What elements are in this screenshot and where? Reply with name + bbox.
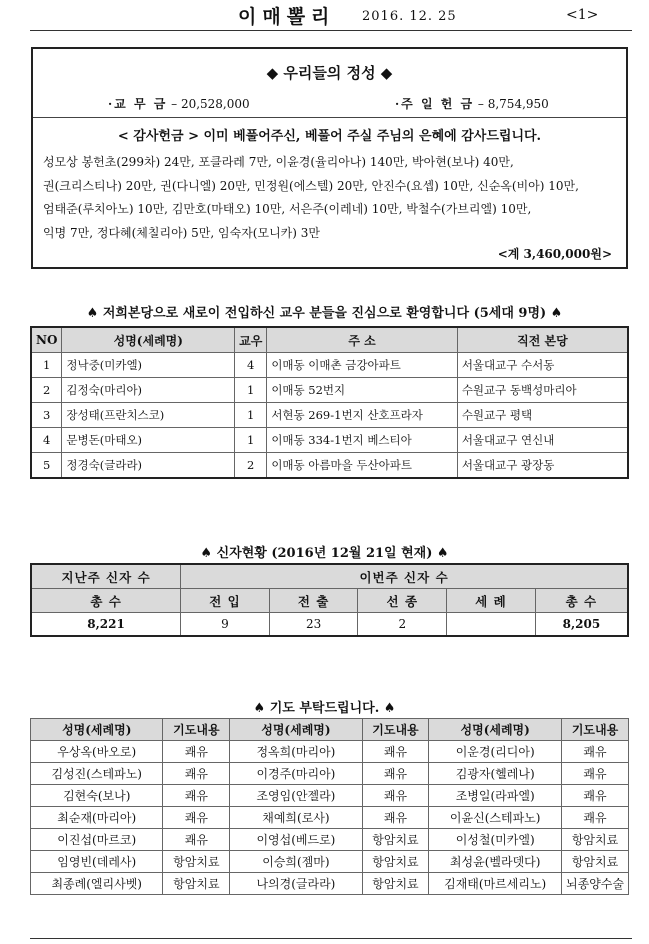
- table-row: [31, 785, 629, 807]
- col-name-3: 성명(세례명): [429, 719, 562, 741]
- table-row: [31, 353, 628, 378]
- donor-line: 익명 7만, 정다혜(체칠리아) 5만, 임숙자(모니카) 3만: [43, 225, 320, 240]
- cell-count: 1: [235, 428, 267, 453]
- prayer-content: 항암치료: [362, 851, 429, 873]
- cell-no: 4: [31, 428, 62, 453]
- last-total-value: 8,221: [31, 613, 181, 637]
- this-week-header: 이번주 신자 수: [181, 564, 628, 589]
- table-row: [31, 453, 628, 479]
- move-in-value: 9: [181, 613, 270, 637]
- prayer-name: 이성철(미카엘): [429, 829, 562, 851]
- prayer-name: 우상옥(바오로): [31, 741, 163, 763]
- tithe-total: [108, 95, 250, 112]
- cell-count: 2: [235, 453, 267, 479]
- baptism-value: [447, 613, 536, 637]
- col-name-2: 성명(세례명): [230, 719, 362, 741]
- prayer-content: 쾌유: [163, 807, 230, 829]
- prayer-name: 이운경(리디아): [429, 741, 562, 763]
- page-number: <1>: [566, 7, 599, 23]
- prayer-content: 쾌유: [163, 763, 230, 785]
- header-divider: [30, 30, 632, 31]
- offering-title: ◆ 우리들의 정성 ◆: [266, 64, 393, 82]
- cell-no: 3: [31, 403, 62, 428]
- col-no: NO: [31, 327, 62, 353]
- tithe-value: – 20,528,000: [167, 97, 250, 111]
- table-row: [31, 807, 629, 829]
- prayer-name: 이영섭(베드로): [230, 829, 362, 851]
- cell-no: 1: [31, 353, 62, 378]
- table-row: [31, 613, 628, 637]
- prayer-content: 쾌유: [362, 785, 429, 807]
- footer-divider: [30, 938, 632, 939]
- table-row: [31, 873, 629, 895]
- page-header: [0, 0, 649, 30]
- prayer-name: 김성진(스테파노): [31, 763, 163, 785]
- prayer-content: 쾌유: [562, 807, 629, 829]
- prayer-content: 쾌유: [163, 741, 230, 763]
- new-members-table: [30, 326, 629, 479]
- table-row: [31, 741, 629, 763]
- move-out-header: 전 출: [269, 589, 358, 613]
- cell-no: 2: [31, 378, 62, 403]
- move-out-value: 23: [269, 613, 358, 637]
- table-subheader-row: [31, 589, 628, 613]
- prayer-content: 항암치료: [163, 851, 230, 873]
- offering-box: [31, 47, 628, 269]
- sunday-total: [395, 95, 549, 112]
- table-row: [31, 428, 628, 453]
- prayer-content: 쾌유: [362, 763, 429, 785]
- deaths-value: 2: [358, 613, 447, 637]
- prayer-content: 쾌유: [562, 741, 629, 763]
- cell-prev-parish: 서울대교구 연신내: [457, 428, 628, 453]
- col-prev-parish: 직전 본당: [457, 327, 628, 353]
- prayer-name: 최성윤(벨라뎃다): [429, 851, 562, 873]
- cell-address: 이매동 아름마을 두산아파트: [267, 453, 458, 479]
- cell-name: 정낙중(미카엘): [62, 353, 235, 378]
- prayer-content: 항암치료: [562, 829, 629, 851]
- prayer-name: 김현숙(보나): [31, 785, 163, 807]
- cell-prev-parish: 수원교구 평택: [457, 403, 628, 428]
- believers-title: ♠ 신자현황 (2016년 12월 21일 현재) ♠: [200, 546, 449, 561]
- cell-count: 4: [235, 353, 267, 378]
- col-content-3: 기도내용: [562, 719, 629, 741]
- new-members-title: ♠ 저희본당으로 새로이 전입하신 교우 분들을 진심으로 환영합니다 (5세대 9명) ♠: [86, 306, 563, 321]
- prayer-name: 최순재(마리아): [31, 807, 163, 829]
- donor-line: 권(크리스티나) 20만, 권(다니엘) 20만, 민정원(에스텔) 20만, 안진수(요셉) 10만, 신순옥(비아) 10만,: [43, 178, 579, 193]
- prayer-content: 항암치료: [562, 851, 629, 873]
- sunday-value: – 8,754,950: [474, 97, 549, 111]
- table-row: [31, 829, 629, 851]
- col-count: 교우: [235, 327, 267, 353]
- cell-name: 문병돈(마태오): [62, 428, 235, 453]
- cell-name: 장성태(프란치스코): [62, 403, 235, 428]
- cell-address: 이매동 이매촌 금강아파트: [267, 353, 458, 378]
- table-row: [31, 763, 629, 785]
- prayer-content: 항암치료: [163, 873, 230, 895]
- offering-sum: <계 3,460,000원>: [497, 247, 612, 261]
- table-header-row: [31, 327, 628, 353]
- prayer-name: 김광자(헬레나): [429, 763, 562, 785]
- cell-no: 5: [31, 453, 62, 479]
- table-header-row: [31, 564, 628, 589]
- cell-count: 1: [235, 403, 267, 428]
- prayer-name: 이윤신(스테파노): [429, 807, 562, 829]
- prayer-content: 쾌유: [362, 807, 429, 829]
- col-address: 주 소: [267, 327, 458, 353]
- prayer-name: 정옥희(마리아): [230, 741, 362, 763]
- prayer-content: 쾌유: [562, 785, 629, 807]
- bulletin-date: 2016. 12. 25: [362, 9, 457, 24]
- bulletin-title: 이매뽈리: [238, 6, 336, 28]
- prayer-name: 이경주(마리아): [230, 763, 362, 785]
- baptism-header: 세 례: [447, 589, 536, 613]
- prayer-name: 임영빈(데레사): [31, 851, 163, 873]
- tithe-label: ·교 무 금: [108, 97, 168, 111]
- move-in-header: 전 입: [181, 589, 270, 613]
- cell-count: 1: [235, 378, 267, 403]
- prayer-name: 이진섭(마르코): [31, 829, 163, 851]
- table-header-row: [31, 719, 629, 741]
- last-total-header: 총 수: [31, 589, 181, 613]
- believers-table: [30, 563, 629, 637]
- prayer-content: 항암치료: [362, 873, 429, 895]
- last-week-header: 지난주 신자 수: [31, 564, 181, 589]
- offering-divider: [33, 117, 626, 118]
- prayer-name: 조병일(라파엘): [429, 785, 562, 807]
- donor-list: [43, 151, 623, 245]
- prayer-name: 조영임(안젤라): [230, 785, 362, 807]
- cell-address: 이매동 334-1번지 베스티아: [267, 428, 458, 453]
- prayer-title: ♠ 기도 부탁드립니다. ♠: [253, 701, 396, 716]
- cell-prev-parish: 수원교구 동백성마리아: [457, 378, 628, 403]
- cell-name: 정경숙(글라라): [62, 453, 235, 479]
- cell-name: 김정숙(마리아): [62, 378, 235, 403]
- prayer-content: 항암치료: [362, 829, 429, 851]
- donor-line: 엄태준(루치아노) 10만, 김만호(마태오) 10만, 서은주(이레네) 10만, 박철수(가브리엘) 10만,: [43, 202, 532, 216]
- prayer-name: 김재태(마르세리노): [429, 873, 562, 895]
- deaths-header: 선 종: [358, 589, 447, 613]
- col-name: 성명(세례명): [62, 327, 235, 353]
- col-name-1: 성명(세례명): [31, 719, 163, 741]
- prayer-content: 쾌유: [163, 785, 230, 807]
- sunday-label: ·주 일 헌 금: [395, 97, 475, 111]
- col-content-2: 기도내용: [362, 719, 429, 741]
- donor-line: 성모상 봉헌초(299차) 24만, 포클라레 7만, 이윤경(율리아나) 140만, 박아현(보나) 40만,: [43, 155, 514, 169]
- prayer-name: 이승희(젬마): [230, 851, 362, 873]
- cell-address: 이매동 52번지: [267, 378, 458, 403]
- prayer-content: 쾌유: [362, 741, 429, 763]
- table-row: [31, 851, 629, 873]
- this-total-header: 총 수: [535, 589, 628, 613]
- thanks-heading: < 감사헌금 > 이미 베풀어주신, 베풀어 주실 주님의 은혜에 감사드립니다.: [117, 129, 542, 144]
- col-content-1: 기도내용: [163, 719, 230, 741]
- prayer-name: 채예희(로사): [230, 807, 362, 829]
- table-row: [31, 403, 628, 428]
- cell-prev-parish: 서울대교구 수서동: [457, 353, 628, 378]
- prayer-table: [30, 718, 629, 895]
- table-row: [31, 378, 628, 403]
- prayer-name: 나의경(글라라): [230, 873, 362, 895]
- prayer-name: 최종례(엘리사벳): [31, 873, 163, 895]
- prayer-content: 뇌종양수술: [562, 873, 629, 895]
- cell-prev-parish: 서울대교구 광장동: [457, 453, 628, 479]
- cell-address: 서현동 269-1번지 산호프라자: [267, 403, 458, 428]
- this-total-value: 8,205: [535, 613, 628, 637]
- prayer-content: 쾌유: [163, 829, 230, 851]
- prayer-content: 쾌유: [562, 763, 629, 785]
